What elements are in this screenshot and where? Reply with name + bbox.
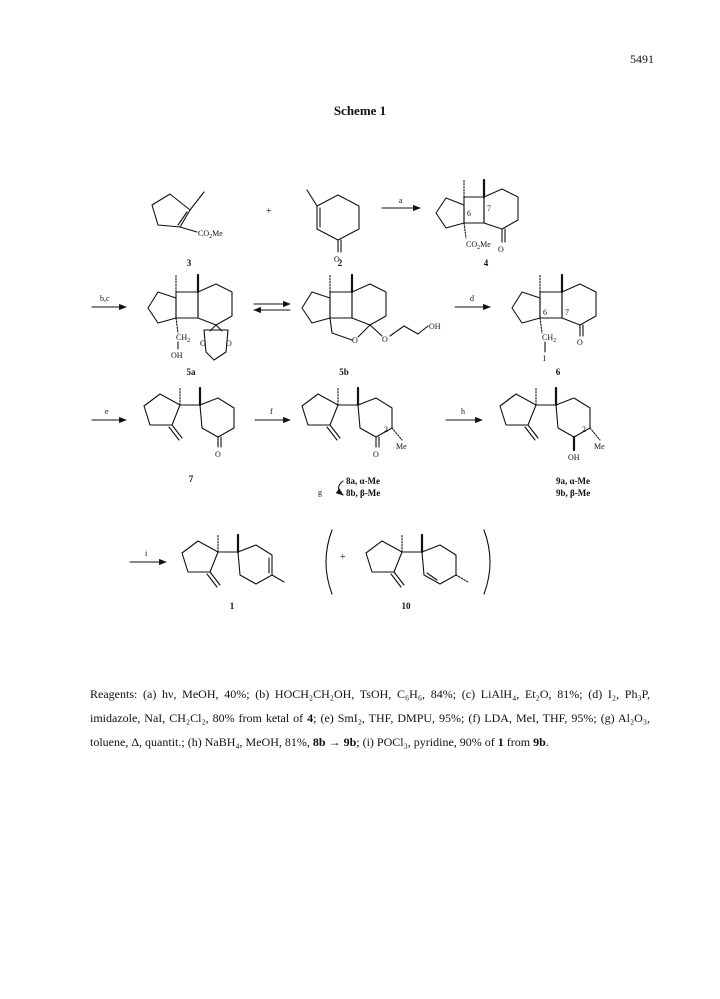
plus-sign: + xyxy=(266,206,272,217)
label-9b: 9b, β-Me xyxy=(556,488,591,498)
svg-text:O: O xyxy=(373,450,379,459)
reagent-i-from: from xyxy=(506,735,531,749)
svg-text:g: g xyxy=(318,488,322,497)
svg-text:2: 2 xyxy=(582,425,586,434)
reagent-g: (g) Al₂O₃, toluene, Δ, quantit.; xyxy=(90,711,651,749)
svg-text:I: I xyxy=(543,354,546,363)
label-3: 3 xyxy=(186,258,192,268)
label-10: 10 xyxy=(401,601,411,611)
structure-7 xyxy=(144,388,234,459)
svg-text:2: 2 xyxy=(384,425,388,434)
svg-text:OH: OH xyxy=(171,351,183,360)
scheme-title: Scheme 1 xyxy=(333,103,387,118)
reagent-c: (c) LiAlH₄, Et₂O, 81%; xyxy=(461,687,583,701)
svg-text:CO2Me: $CO_2Me$ xyxy=(466,240,491,251)
svg-text:h: h xyxy=(461,407,465,416)
structure-3 xyxy=(152,192,223,240)
svg-text:7: 7 xyxy=(487,204,491,213)
label-6: 6 xyxy=(555,367,561,377)
label-4: 4 xyxy=(483,258,489,268)
svg-text:O: O xyxy=(498,245,504,254)
structure-1 xyxy=(182,535,284,587)
structure-5a xyxy=(148,275,232,360)
svg-text:6: 6 xyxy=(467,209,471,218)
svg-text:f: f xyxy=(270,407,273,416)
structure-5b xyxy=(302,275,441,345)
reagent-h: (h) NaBH₄, MeOH, 81%, xyxy=(187,735,310,749)
svg-text:Me: Me xyxy=(594,442,605,451)
svg-text:CH2: $CH_2$ xyxy=(542,333,557,344)
svg-text:O: O xyxy=(334,255,340,264)
svg-text:i: i xyxy=(145,549,148,558)
right-paren xyxy=(484,530,490,594)
reagent-d: (d) I₂, Ph₃P, imidazole, NaI, CH₂Cl₂, 80% from ketal of xyxy=(90,687,651,725)
reagent-a: (a) hν, MeOH, 40%; xyxy=(143,687,250,701)
reagent-i-src: 9b xyxy=(533,735,546,749)
arrow-g xyxy=(339,481,344,495)
structure-4 xyxy=(436,180,518,254)
svg-text:OH: OH xyxy=(429,322,441,331)
svg-text:a: a xyxy=(399,196,403,205)
svg-text:O: O xyxy=(577,338,583,347)
svg-text:CH2: $CH_2$ xyxy=(176,333,191,344)
structure-8 xyxy=(302,388,407,459)
svg-text:+: + xyxy=(340,552,346,563)
svg-text:O: O xyxy=(352,336,358,345)
reagent-e: (e) SmI₂, THF, DMPU, 95%; xyxy=(320,711,465,725)
label-7: 7 xyxy=(188,474,194,484)
reagent-i-ref: 1 xyxy=(497,735,504,749)
svg-text:7: 7 xyxy=(565,308,569,317)
reagent-d-ref: 4 xyxy=(307,711,314,725)
reagent-h-arrow: → xyxy=(328,735,341,749)
reagents-heading: Reagents: xyxy=(90,687,138,701)
svg-text:O: O xyxy=(382,335,388,344)
label-8a: 8a, α-Me xyxy=(346,476,381,486)
page-number: 5491 xyxy=(630,52,654,66)
svg-text:O: O xyxy=(200,339,206,348)
svg-text:OH: OH xyxy=(568,453,580,462)
svg-text:CO2Me: $CO_2Me$ xyxy=(198,229,223,240)
reagents-caption: Reagents: (a) hν, MeOH, 40%; (b) HOCH₂CH₂OH, TsOH, C₆H₆, 84%; (c) LiAlH₄, Et₂O, 81%; (d) I₂, Ph₃P, imidazole, NaI, CH₂Cl₂, 80% from ketal of 4; (e) SmI₂, THF, DMPU, 95%; (f) LDA, MeI, THF, 95%; (g) Al₂O₃, toluene, Δ, quantit.; (h) NaBH₄, MeOH, 81%, 8b → 9b; (i) POCl₃, pyridine, 90% of 1 from 9b. xyxy=(90,687,651,749)
reagent-i: (i) POCl₃, pyridine, 90% of xyxy=(362,735,495,749)
reagent-h-to: 9b xyxy=(343,735,357,749)
svg-text:Me: Me xyxy=(396,442,407,451)
co2me-text: CO xyxy=(198,229,210,238)
structure-10 xyxy=(366,535,468,587)
label-2: 2 xyxy=(337,258,343,268)
structure-2 xyxy=(307,190,359,264)
reagent-h-from: 8b xyxy=(312,735,326,749)
label-5a: 5a xyxy=(186,367,196,377)
svg-text:O: O xyxy=(215,450,221,459)
label-1: 1 xyxy=(229,601,235,611)
svg-text:d: d xyxy=(470,294,474,303)
reagent-f: (f) LDA, MeI, THF, 95%; xyxy=(468,711,597,725)
reagent-b: (b) HOCH₂CH₂OH, TsOH, C₆H₆, 84%; xyxy=(255,687,457,701)
left-paren xyxy=(326,530,332,594)
structure-9 xyxy=(500,388,605,462)
svg-text:e: e xyxy=(105,407,109,416)
svg-text:6: 6 xyxy=(543,308,547,317)
label-9a: 9a, α-Me xyxy=(556,476,591,486)
svg-text:O: O xyxy=(226,339,232,348)
label-5b: 5b xyxy=(339,367,349,377)
structure-6 xyxy=(512,275,596,363)
svg-text:b,c: b,c xyxy=(100,294,110,303)
label-8b: 8b, β-Me xyxy=(346,488,381,498)
